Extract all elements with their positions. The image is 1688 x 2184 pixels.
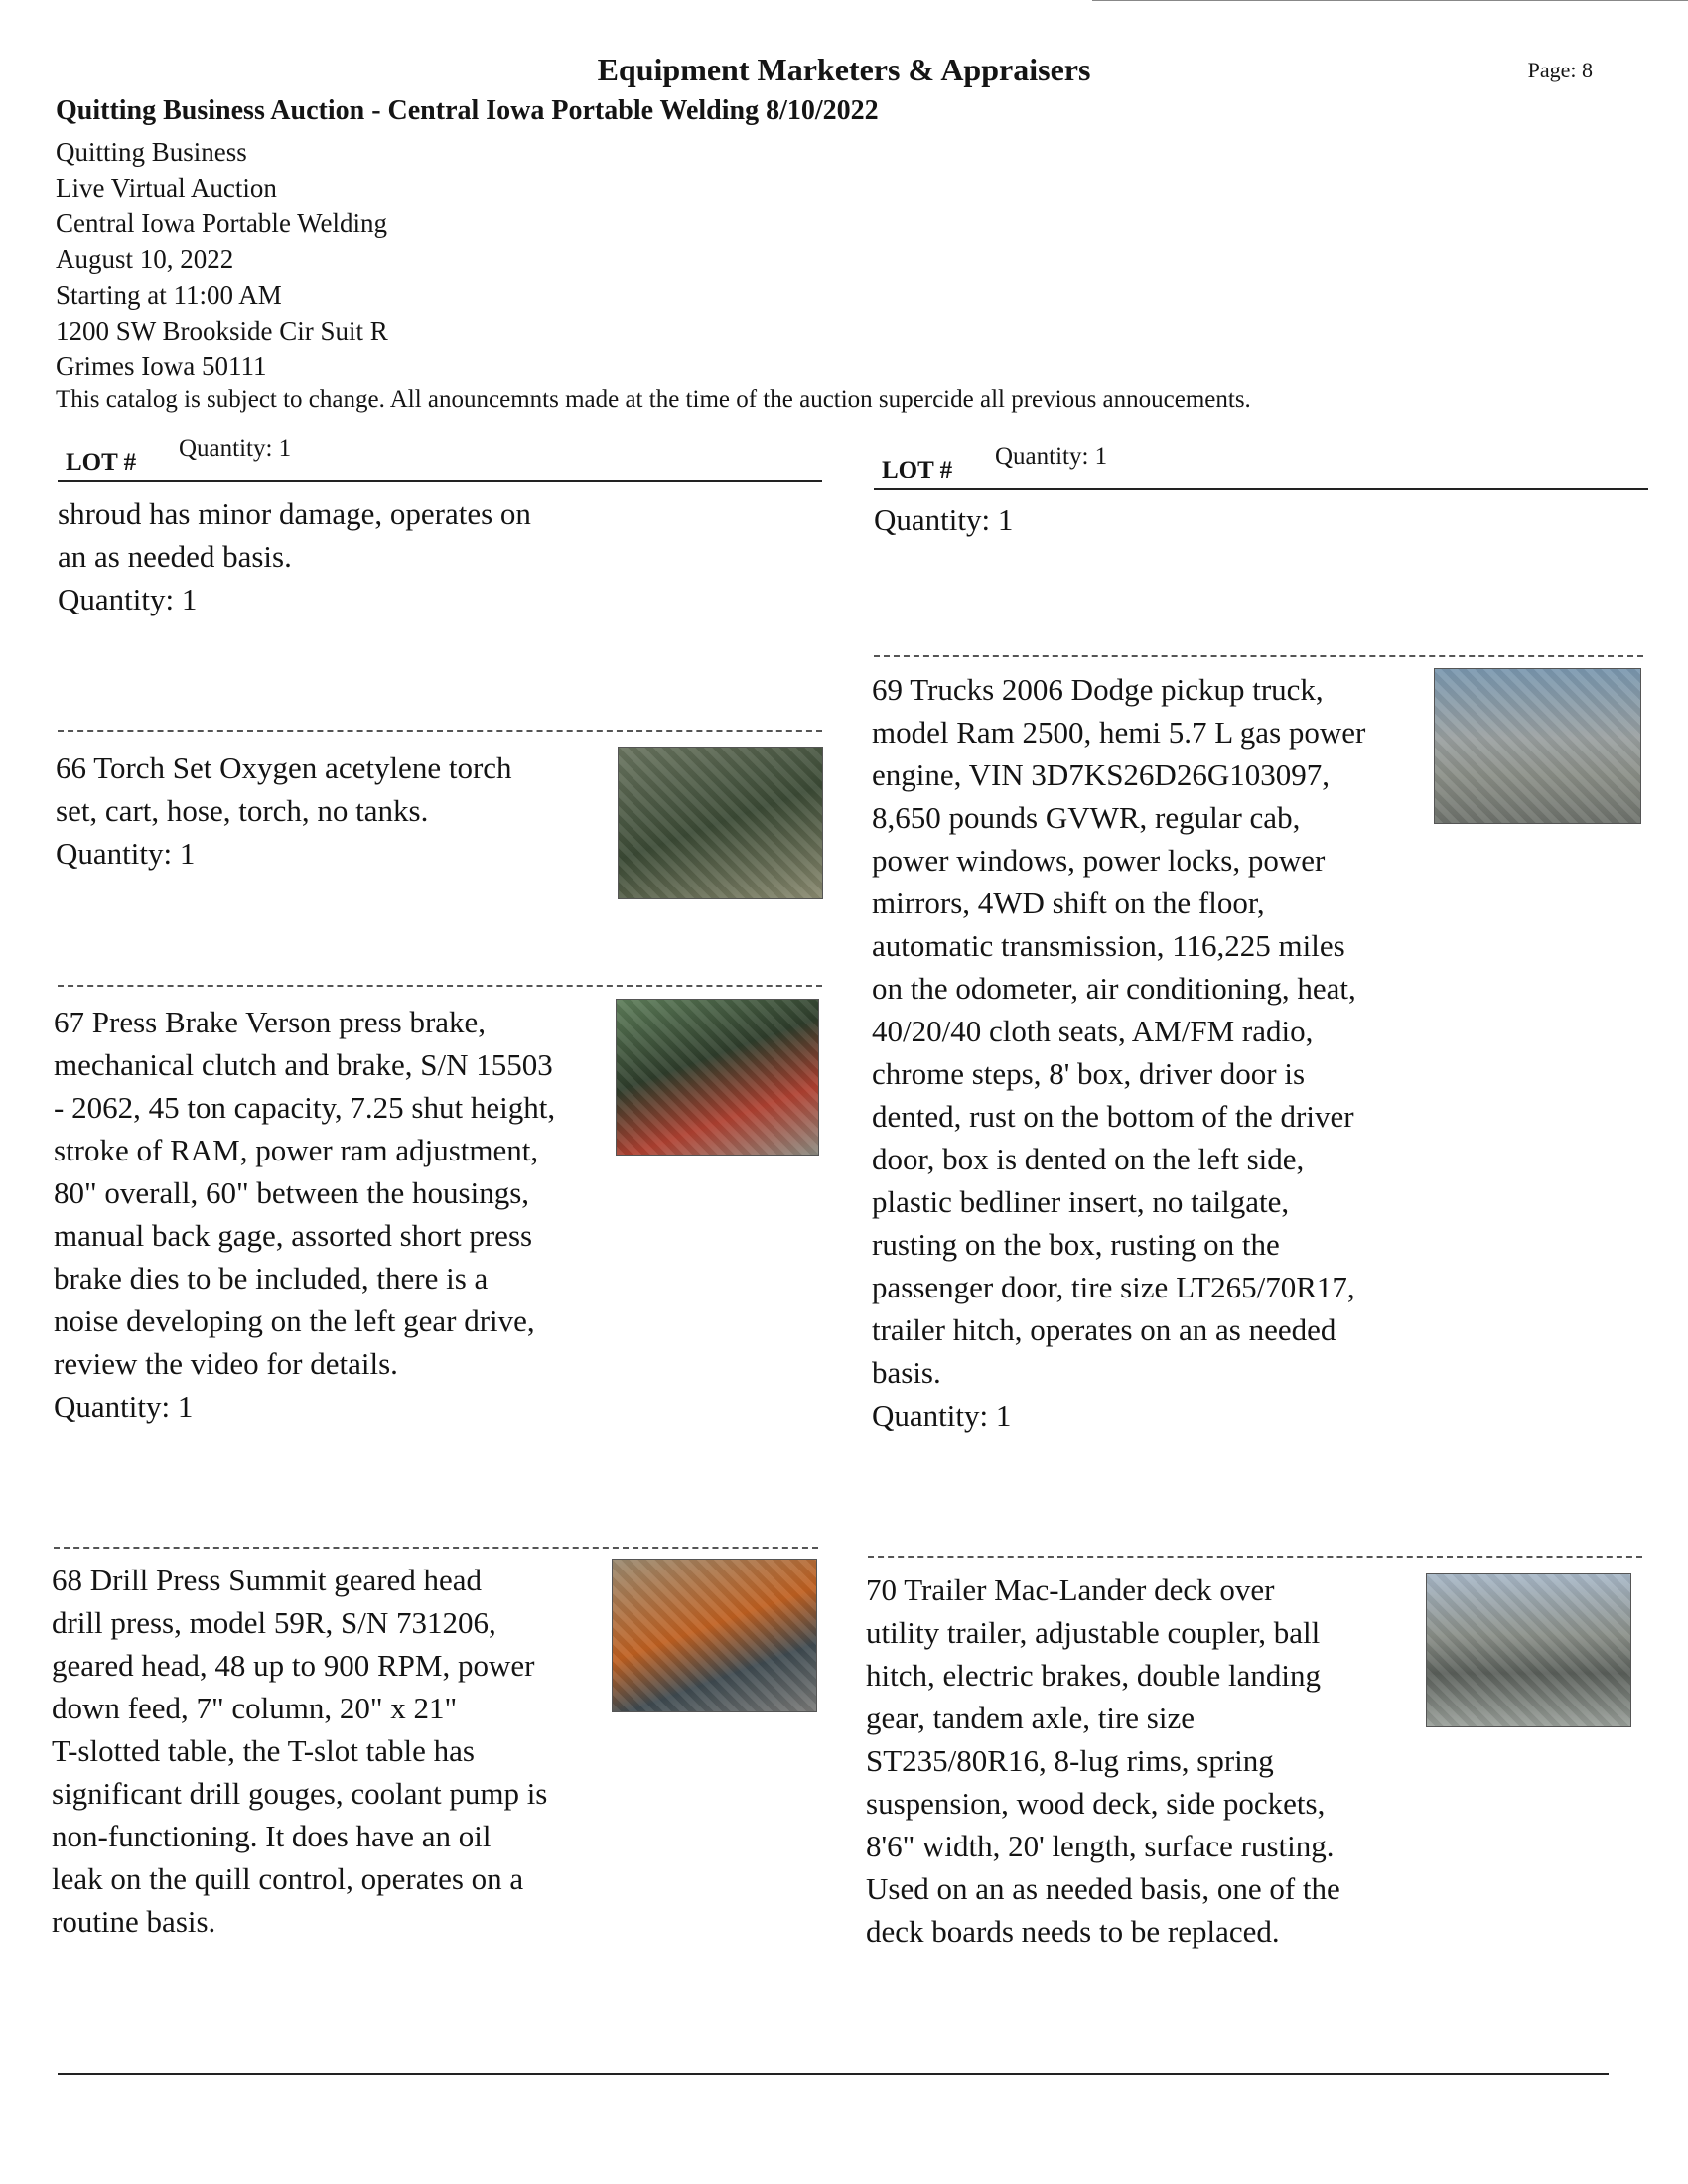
text-line: door, box is dented on the left side, — [872, 1142, 1305, 1176]
page-number: Page: 8 — [1527, 58, 1593, 82]
text-line: significant drill gouges, coolant pump is — [52, 1776, 548, 1811]
text-line: an as needed basis. — [58, 539, 292, 574]
text-line: Quantity: 1 — [872, 1398, 1012, 1433]
text-line: brake dies to be included, there is a — [54, 1261, 489, 1296]
lot-68-photo — [612, 1559, 817, 1712]
text-line: Quantity: 1 — [54, 1389, 194, 1424]
text-line: engine, VIN 3D7KS26D26G103097, — [872, 757, 1330, 792]
lot-separator — [58, 730, 822, 732]
lot-70-description — [866, 1569, 1340, 1953]
text-line: 67 Press Brake Verson press brake, — [54, 1005, 487, 1039]
text-line: basis. — [872, 1355, 941, 1390]
text-line: 69 Trucks 2006 Dodge pickup truck, — [872, 672, 1324, 707]
lot-66-photo — [618, 747, 823, 899]
text-line: suspension, wood deck, side pockets, — [866, 1786, 1326, 1821]
info-line: Quitting Business — [56, 137, 247, 167]
text-line: chrome steps, 8' box, driver door is — [872, 1056, 1306, 1091]
text-line: shroud has minor damage, operates on — [58, 496, 531, 531]
text-line: Quantity: 1 — [874, 502, 1014, 537]
text-line: trailer hitch, operates on an as needed — [872, 1312, 1336, 1347]
auction-info — [56, 134, 388, 384]
text-line: dented, rust on the bottom of the driver — [872, 1099, 1354, 1134]
text-line: non-functioning. It does have an oil — [52, 1819, 492, 1853]
text-line: set, cart, hose, torch, no tanks. — [56, 793, 429, 828]
lot-66-description — [56, 747, 512, 875]
text-line: noise developing on the left gear drive, — [54, 1303, 535, 1338]
text-line: 80" overall, 60" between the housings, — [54, 1175, 530, 1210]
text-line: 70 Trailer Mac-Lander deck over — [866, 1572, 1275, 1607]
text-line: deck boards needs to be replaced. — [866, 1914, 1280, 1949]
text-line: model Ram 2500, hemi 5.7 L gas power — [872, 715, 1366, 750]
quantity-label: Quantity: 1 — [179, 435, 292, 462]
text-line: manual back gage, assorted short press — [54, 1218, 533, 1253]
text-line: Quantity: 1 — [56, 836, 196, 871]
text-line: leak on the quill control, operates on a — [52, 1861, 524, 1896]
top-rule — [1092, 0, 1688, 1]
text-line: ST235/80R16, 8-lug rims, spring — [866, 1743, 1274, 1778]
text-line: 66 Torch Set Oxygen acetylene torch — [56, 751, 512, 785]
text-line: Quantity: 1 — [58, 582, 198, 616]
text-line: mechanical clutch and brake, S/N 15503 — [54, 1047, 553, 1082]
text-line: drill press, model 59R, S/N 731206, — [52, 1605, 496, 1640]
info-line: Grimes Iowa 50111 — [56, 351, 267, 381]
lot-label: LOT # — [66, 449, 137, 476]
info-line: 1200 SW Brookside Cir Suit R — [56, 316, 388, 345]
text-line: hitch, electric brakes, double landing — [866, 1658, 1321, 1693]
continued-text-left — [58, 492, 531, 620]
quantity-label: Quantity: 1 — [995, 443, 1108, 470]
text-line: review the video for details. — [54, 1346, 398, 1381]
continued-text-right — [874, 498, 1013, 541]
text-line: gear, tandem axle, tire size — [866, 1701, 1195, 1735]
text-line: rusting on the box, rusting on the — [872, 1227, 1280, 1262]
company-name: Equipment Marketers & Appraisers — [597, 52, 1091, 87]
lot-67-photo — [616, 999, 819, 1156]
lot-separator — [58, 985, 822, 987]
text-line: routine basis. — [52, 1904, 216, 1939]
lot-70-photo — [1426, 1573, 1631, 1727]
text-line: down feed, 7" column, 20" x 21" — [52, 1691, 458, 1725]
text-line: Used on an as needed basis, one of the — [866, 1871, 1340, 1906]
column-header-left — [58, 435, 822, 482]
lot-separator — [54, 1547, 818, 1549]
info-line: Central Iowa Portable Welding — [56, 208, 387, 238]
lot-separator — [874, 655, 1643, 657]
info-line: Live Virtual Auction — [56, 173, 277, 203]
text-line: 8'6" width, 20' length, surface rusting. — [866, 1829, 1335, 1863]
lot-separator — [868, 1556, 1642, 1558]
text-line: power windows, power locks, power — [872, 843, 1326, 878]
text-line: automatic transmission, 116,225 miles — [872, 928, 1345, 963]
text-line: utility trailer, adjustable coupler, ball — [866, 1615, 1321, 1650]
text-line: stroke of RAM, power ram adjustment, — [54, 1133, 539, 1167]
lot-69-photo — [1434, 668, 1641, 824]
text-line: passenger door, tire size LT265/70R17, — [872, 1270, 1355, 1304]
auction-title: Quitting Business Auction - Central Iowa Portable Welding 8/10/2022 — [56, 95, 879, 126]
text-line: plastic bedliner insert, no tailgate, — [872, 1184, 1290, 1219]
info-line: August 10, 2022 — [56, 244, 234, 274]
footer-rule — [58, 2073, 1609, 2075]
text-line: - 2062, 45 ton capacity, 7.25 shut height, — [54, 1090, 556, 1125]
text-line: on the odometer, air conditioning, heat, — [872, 971, 1356, 1006]
lot-69-description — [872, 668, 1365, 1436]
column-header-right — [874, 443, 1648, 490]
text-line: 40/20/40 cloth seats, AM/FM radio, — [872, 1014, 1314, 1048]
disclaimer: This catalog is subject to change. All anouncemnts made at the time of the auction supercide all previous annoucements. — [56, 386, 1251, 413]
lot-68-description — [52, 1559, 547, 1943]
text-line: geared head, 48 up to 900 RPM, power — [52, 1648, 535, 1683]
text-line: T-slotted table, the T-slot table has — [52, 1733, 475, 1768]
lot-label: LOT # — [882, 457, 953, 483]
info-line: Starting at 11:00 AM — [56, 280, 282, 310]
text-line: 8,650 pounds GVWR, regular cab, — [872, 800, 1301, 835]
text-line: 68 Drill Press Summit geared head — [52, 1563, 483, 1597]
lot-67-description — [54, 1001, 555, 1428]
text-line: mirrors, 4WD shift on the floor, — [872, 886, 1265, 920]
